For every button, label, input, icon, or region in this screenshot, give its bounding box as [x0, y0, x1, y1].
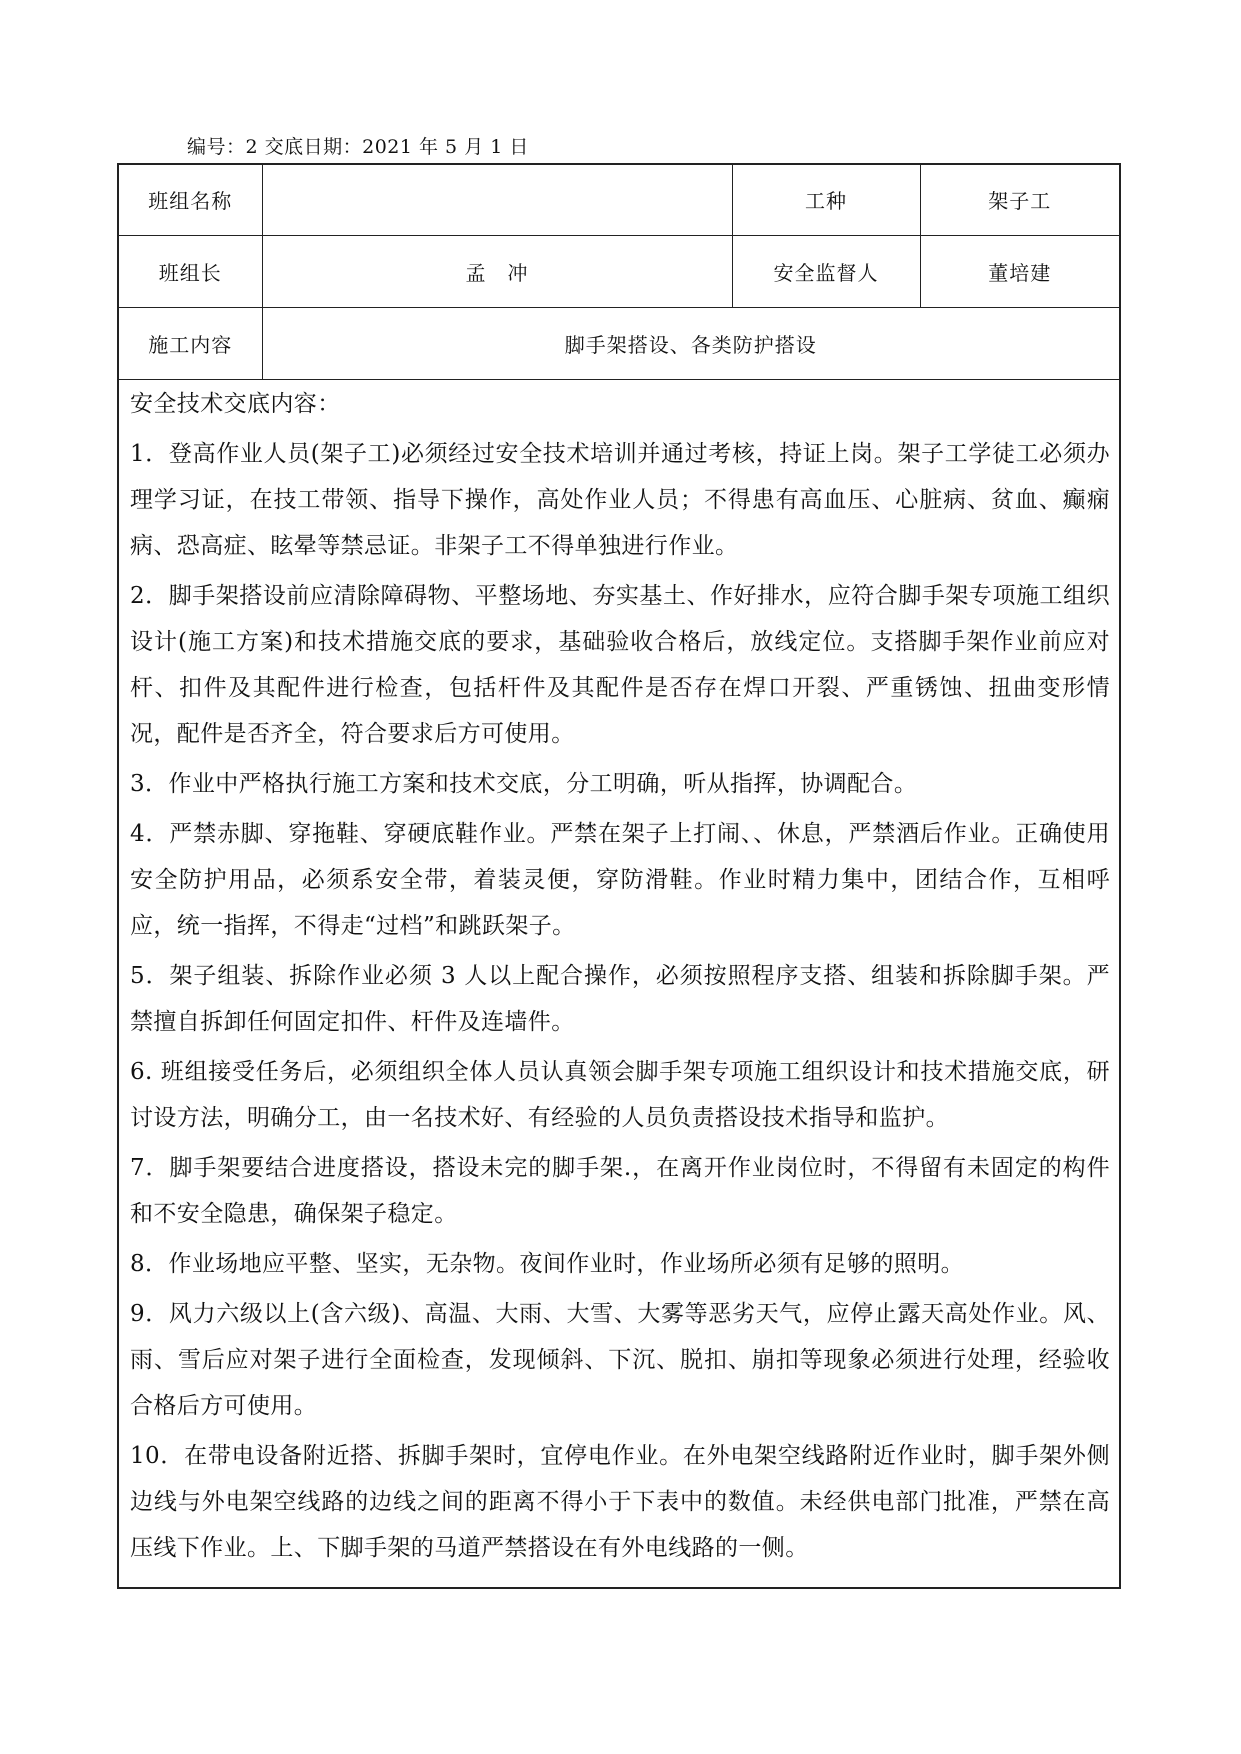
disclosure-item-4: 4．严禁赤脚、穿拖鞋、穿硬底鞋作业。严禁在架子上打闹、、休息，严禁酒后作业。正确使用安全防护用品，必须系安全带，着装灵便，穿防滑鞋。作业时精力集中，团结合作，互相呼应，统一指挥，不得走“过档”和跳跃架子。: [130, 821, 1110, 939]
disclosure-heading: 安全技术交底内容：: [130, 391, 341, 417]
disclosure-item-3: 3．作业中严格执行施工方案和技术交底，分工明确，听从指挥，协调配合。: [130, 771, 918, 797]
work-type-label: 工种: [732, 165, 920, 235]
disclosure-form: [117, 163, 1121, 1589]
team-name-label: 班组名称: [119, 165, 262, 235]
supervisor-label: 安全监督人: [732, 235, 920, 307]
disclosure-item-9: 9．风力六级以上(含六级)、高温、大雨、大雪、大雾等恶劣天气，应停止露天高处作业。风、雨、雪后应对架子进行全面检查，发现倾斜、下沉、脱扣、崩扣等现象必须进行处理，经验收合格后方可使用。: [130, 1301, 1110, 1419]
disclosure-item-8: 8．作业场地应平整、坚实，无杂物。夜间作业时，作业场所必须有足够的照明。: [130, 1251, 965, 1277]
leader-label: 班组长: [119, 235, 262, 307]
work-type-value: 架子工: [920, 165, 1119, 235]
supervisor-value: 董培建: [920, 235, 1119, 307]
team-name-value: [262, 165, 732, 235]
leader-value: 孟 冲: [262, 235, 732, 307]
disclosure-item-2: 2．脚手架搭设前应清除障碍物、平整场地、夯实基土、作好排水，应符合脚手架专项施工组织设计(施工方案)和技术措施交底的要求，基础验收合格后，放线定位。支搭脚手架作业前应对杆、扣件及其配件进行检查，包括杆件及其配件是否存在焊口开裂、严重锈蚀、扭曲变形情况，配件是否齐全，符合要求后方可使用。: [130, 583, 1110, 747]
disclosure-item-5: 5．架子组装、拆除作业必须 3 人以上配合操作，必须按照程序支搭、组装和拆除脚手架。严禁擅自拆卸任何固定扣件、杆件及连墙件。: [130, 963, 1110, 1035]
disclosure-content: [130, 381, 1110, 1571]
disclosure-item-6: 6. 班组接受任务后，必须组织全体人员认真领会脚手架专项施工组织设计和技术措施交底，研讨设方法，明确分工，由一名技术好、有经验的人员负责搭设技术指导和监护。: [130, 1059, 1110, 1131]
disclosure-item-1: 1．登高作业人员(架子工)必须经过安全技术培训并通过考核，持证上岗。架子工学徒工必须办理学习证，在技工带领、指导下操作，高处作业人员；不得患有高血压、心脏病、贫血、癫痫病、恐高症、眩晕等禁忌证。非架子工不得单独进行作业。: [130, 441, 1110, 559]
content-label: 施工内容: [119, 307, 262, 379]
disclosure-item-10: 10．在带电设备附近搭、拆脚手架时，宜停电作业。在外电架空线路附近作业时，脚手架外侧边线与外电架空线路的边线之间的距离不得小于下表中的数值。未经供电部门批准，严禁在高压线下作业。上、下脚手架的马道严禁搭设在有外电线路的一侧。: [130, 1443, 1110, 1561]
document-header: 编号：2 交底日期：2021 年 5 月 1 日: [187, 136, 529, 158]
content-value: 脚手架搭设、各类防护搭设: [262, 307, 1119, 379]
info-table: [119, 165, 1119, 380]
disclosure-item-7: 7．脚手架要结合进度搭设，搭设未完的脚手架.，在离开作业岗位时，不得留有未固定的构件和不安全隐患，确保架子稳定。: [130, 1155, 1110, 1227]
